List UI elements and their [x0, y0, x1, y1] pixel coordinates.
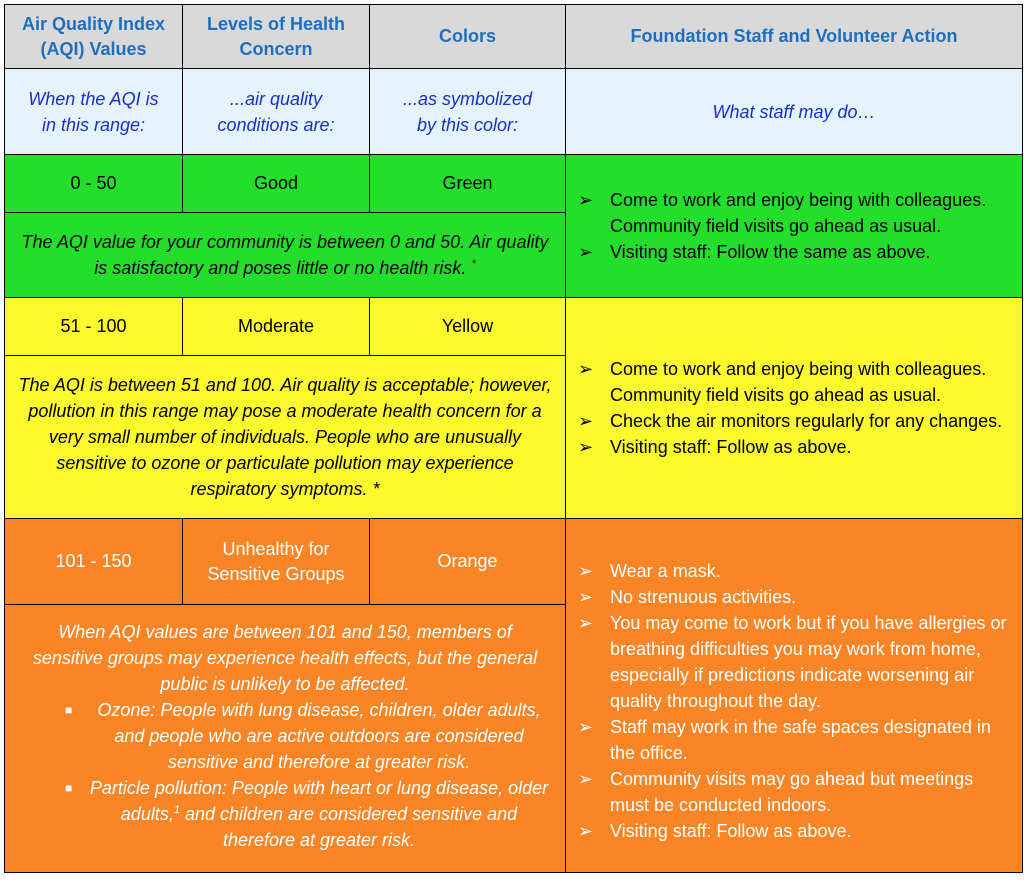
moderate-description: The AQI is between 51 and 100. Air quality is acceptable; however, pollution in this range may pose a moderate health concern for a very small number of individuals. People who are unusually sensitive to ozone or particulate pollution may experience respiratory symptoms. *: [5, 356, 566, 519]
good-action-item: ➢ Visiting staff: Follow the same as above.: [576, 239, 1014, 265]
moderate-action-item: ➢ Visiting staff: Follow as above.: [576, 434, 1014, 460]
arrowhead-bullet-icon: ➢: [578, 768, 594, 789]
usg-description: [5, 605, 566, 873]
moderate-level: Moderate: [183, 298, 370, 356]
usg-range: 101 - 150: [5, 519, 183, 605]
good-action-item: ➢ Come to work and enjoy being with colleagues. Community field visits go ahead as usual.: [576, 187, 1014, 239]
arrowhead-bullet-icon: ➢: [578, 411, 594, 431]
moderate-row: [5, 298, 1023, 356]
good-level: Good: [183, 155, 370, 213]
header-colors: Colors: [370, 5, 566, 69]
subheader-row: [5, 69, 1023, 155]
usg-action-item: ➢ You may come to work but if you have allergies or breathing difficulties you may work from home, especially if predictions indicate worsening air quality throughout the day.: [576, 610, 1014, 714]
good-description: The AQI value for your community is between 0 and 50. Air quality is satisfactory and poses little or no health risk. *: [5, 213, 566, 298]
header-row: [5, 5, 1023, 69]
subheader-staff: What staff may do…: [566, 69, 1023, 155]
subheader-range: When the AQI is in this range:: [5, 69, 183, 155]
usg-actions: [566, 519, 1023, 873]
subheader-conditions: ...air quality conditions are:: [183, 69, 370, 155]
arrowhead-bullet-icon: ➢: [578, 437, 594, 457]
arrowhead-bullet-icon: ➢: [578, 716, 594, 737]
usg-row: [5, 519, 1023, 605]
header-health-concern: Levels of Health Concern: [183, 5, 370, 69]
usg-group-item: ■ Ozone: People with lung disease, children, older adults, and people who are active outdoors are considered sensitive and therefore at greater risk.: [13, 697, 557, 775]
arrowhead-bullet-icon: ➢: [578, 820, 594, 841]
arrowhead-bullet-icon: ➢: [578, 586, 594, 607]
moderate-actions: [566, 298, 1023, 519]
good-color: Green: [370, 155, 566, 213]
usg-action-item: ➢ Staff may work in the safe spaces designated in the office.: [576, 714, 1014, 766]
arrowhead-bullet-icon: ➢: [578, 359, 594, 379]
usg-color: Orange: [370, 519, 566, 605]
usg-action-item: ➢ No strenuous activities.: [576, 584, 1014, 610]
subheader-color: ...as symbolized by this color:: [370, 69, 566, 155]
usg-action-item: ➢ Visiting staff: Follow as above.: [576, 818, 1014, 844]
usg-action-item: ➢ Community visits may go ahead but meetings must be conducted indoors.: [576, 766, 1014, 818]
good-actions: [566, 155, 1023, 298]
header-staff-action: Foundation Staff and Volunteer Action: [566, 5, 1023, 69]
moderate-action-item: ➢ Check the air monitors regularly for any changes.: [576, 408, 1014, 434]
aqi-table: [4, 4, 1023, 873]
footnote-mark: *: [471, 258, 476, 270]
square-bullet-icon: ■: [65, 781, 73, 795]
arrowhead-bullet-icon: ➢: [578, 612, 594, 633]
usg-level: Unhealthy for Sensitive Groups: [183, 519, 370, 605]
moderate-range: 51 - 100: [5, 298, 183, 356]
header-aqi-values: Air Quality Index (AQI) Values: [5, 5, 183, 69]
moderate-action-item: ➢ Come to work and enjoy being with colleagues. Community field visits go ahead as usual.: [576, 356, 1014, 408]
arrowhead-bullet-icon: ➢: [578, 242, 594, 262]
good-row: [5, 155, 1023, 213]
usg-action-item: ➢ Wear a mask.: [576, 558, 1014, 584]
arrowhead-bullet-icon: ➢: [578, 190, 594, 210]
usg-description-intro: When AQI values are between 101 and 150, members of sensitive groups may experience health effects, but the general public is unlikely to be affected.: [32, 622, 538, 694]
usg-group-item: ■ Particle pollution: People with heart or lung disease, older adults,$^1$ and children are considered sensitive and therefore at greater risk.: [13, 775, 557, 853]
good-range: 0 - 50: [5, 155, 183, 213]
square-bullet-icon: ■: [65, 703, 73, 717]
arrowhead-bullet-icon: ➢: [578, 560, 594, 581]
moderate-color: Yellow: [370, 298, 566, 356]
